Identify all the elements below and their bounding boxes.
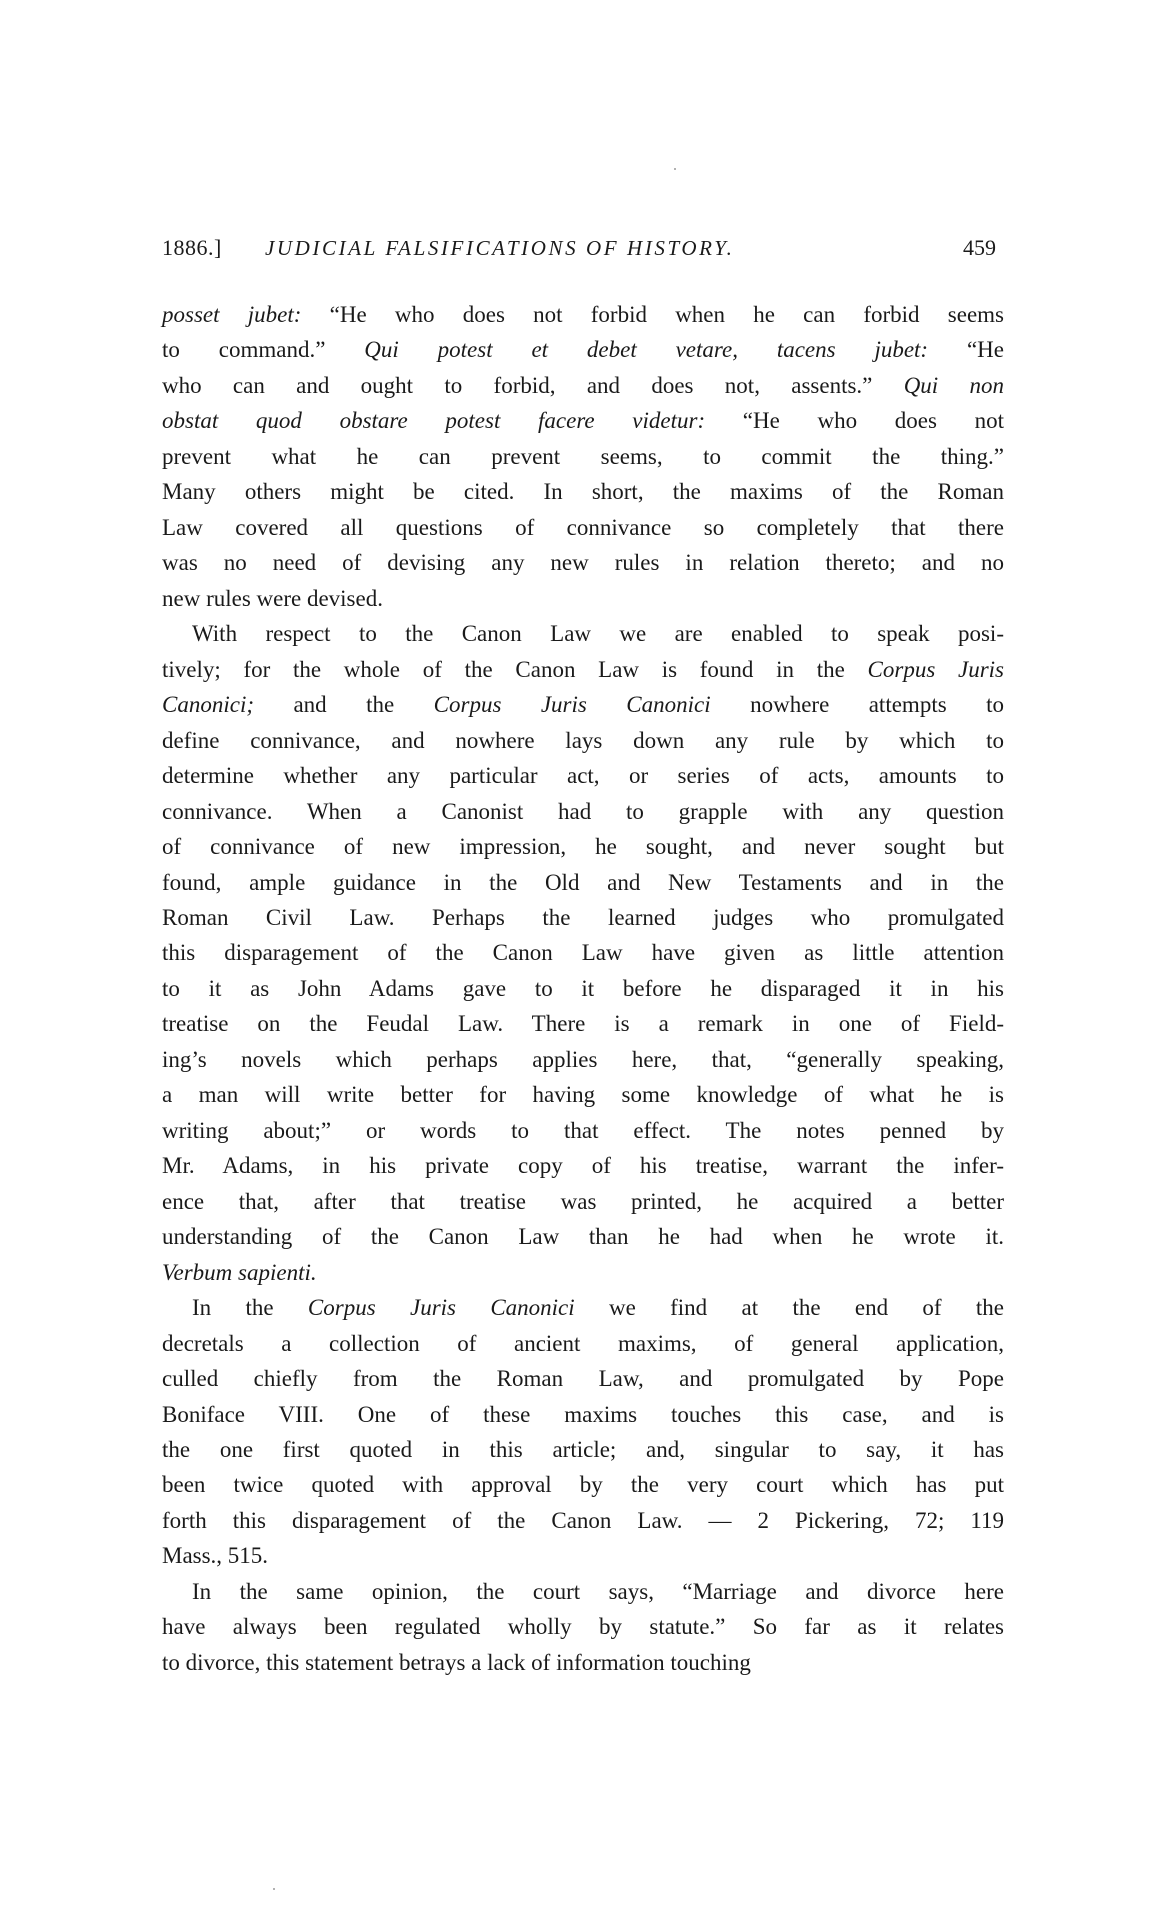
text-run: In the [192,1295,308,1321]
text-run: In the same opinion, the court says, “Marriage and divorce here [192,1578,1004,1604]
text-run: With respect to the Canon Law we are enabled to speak posi- [192,621,1004,647]
text-line [162,1645,1004,1680]
running-head-year: 1886.] [162,235,222,260]
text-line [162,1219,1004,1254]
text-run: to command.” [162,337,365,363]
text-run: have always been regulated wholly by statute.” So far as it relates [162,1614,1004,1640]
text-line [162,794,1004,829]
text-line [162,616,1004,651]
text-line [162,439,1004,474]
text-run: who can and ought to forbid, and does not, assents.” [162,372,904,398]
text-line [162,723,1004,758]
text-line [162,687,1004,722]
text-run: Many others might be cited. In short, the maxims of the Roman [162,479,1004,505]
text-line [162,829,1004,864]
text-run: we find at the end of the [574,1295,1004,1321]
text-line [162,1503,1004,1538]
italic-latin-phrase: Corpus Juris Canonici [433,692,711,718]
italic-latin-phrase: Canonici; [162,692,254,718]
text-run: Mr. Adams, in his private copy of his treatise, warrant the infer- [162,1153,1004,1179]
italic-latin-phrase: Qui potest et debet vetare, tacens jubet: [364,337,929,363]
text-run: understanding of the Canon Law than he had when he wrote it. [162,1224,1004,1250]
text-run: to divorce, this statement betrays a lack of information touching [162,1649,751,1675]
text-run: “He who does not [705,408,1004,434]
text-line [162,1042,1004,1077]
text-run: “He [928,337,1004,363]
text-run: been twice quoted with approval by the very court which has put [162,1472,1004,1498]
text-line [162,1113,1004,1148]
text-line [162,1574,1004,1609]
text-run: Roman Civil Law. Perhaps the learned judges who promulgated [162,904,1004,930]
text-run: found, ample guidance in the Old and New Testaments and in the [162,869,1004,895]
italic-latin-phrase: Corpus Juris [867,656,1004,682]
text-line [162,545,1004,580]
running-head [162,232,1004,264]
italic-latin-phrase: Qui non [903,372,1004,398]
text-run: of connivance of new impression, he sought, and never sought but [162,834,1004,860]
text-run: determine whether any particular act, or series of acts, amounts to [162,763,1004,789]
text-line [162,1609,1004,1644]
text-line [162,900,1004,935]
text-run: was no need of devising any new rules in relation thereto; and no [162,550,1004,576]
text-line [162,1255,1004,1290]
text-run: ing’s novels which perhaps applies here, that, “generally speaking, [162,1046,1004,1072]
running-head-title: JUDICIAL FALSIFICATIONS OF HISTORY. [265,236,735,260]
text-line [162,935,1004,970]
text-line [162,1077,1004,1112]
text-run: culled chiefly from the Roman Law, and promulgated by Pope [162,1366,1004,1392]
text-line [162,1184,1004,1219]
text-line [162,652,1004,687]
body-text [162,297,1004,1680]
text-line [162,510,1004,545]
text-line [162,1290,1004,1325]
text-run: Law covered all questions of connivance so completely that there [162,514,1004,540]
text-line [162,1148,1004,1183]
text-line [162,865,1004,900]
text-line [162,1361,1004,1396]
text-line [162,758,1004,793]
italic-latin-phrase: posset jubet: [162,302,302,327]
text-line [162,332,1004,367]
text-run: this disparagement of the Canon Law have given as little attention [162,940,1004,966]
text-line [162,1538,1004,1573]
text-line [162,1326,1004,1361]
text-run: ence that, after that treatise was printed, he acquired a better [162,1188,1004,1214]
text-run: prevent what he can prevent seems, to commit the thing.” [162,443,1004,469]
text-line [162,403,1004,438]
text-run: and the [254,692,434,718]
text-line [162,971,1004,1006]
text-line [162,1467,1004,1502]
text-run: decretals a collection of ancient maxims, of general application, [162,1330,1004,1356]
text-run: Mass., 515. [162,1543,269,1569]
text-line [162,474,1004,509]
italic-latin-phrase: obstat quod obstare potest facere videtur: [162,408,706,434]
italic-latin-phrase: Corpus Juris Canonici [307,1295,575,1321]
text-run: a man will write better for having some knowledge of what he is [162,1082,1004,1108]
text-run: tively; for the whole of the Canon Law is found in the [162,656,868,682]
text-line [162,1397,1004,1432]
text-run: new rules were devised. [162,585,383,611]
text-run: Boniface VIII. One of these maxims touches this case, and is [162,1401,1004,1427]
text-run: the one first quoted in this article; and, singular to say, it has [162,1437,1004,1462]
text-run: connivance. When a Canonist had to grapple with any question [162,798,1004,824]
text-run: define connivance, and nowhere lays down any rule by which to [162,727,1004,753]
text-run: nowhere attempts to [710,692,1004,718]
text-line [162,297,1004,332]
text-run: writing about;” or words to that effect. The notes penned by [162,1117,1004,1143]
text-line [162,1006,1004,1041]
text-run: to it as John Adams gave to it before he disparaged it in his [162,975,1004,1001]
scan-speck-bottom [273,1888,275,1890]
page-number: 459 [963,235,996,260]
text-line [162,368,1004,403]
text-run: forth this disparagement of the Canon Law. — 2 Pickering, 72; 119 [162,1507,1004,1533]
text-run: treatise on the Feudal Law. There is a remark in one of Field- [162,1011,1004,1037]
scan-speck-top [674,168,676,170]
text-line [162,1432,1004,1467]
text-run: “He who does not forbid when he can forbid seems [301,302,1004,327]
text-line [162,581,1004,616]
italic-latin-phrase: Verbum sapienti. [162,1259,317,1285]
